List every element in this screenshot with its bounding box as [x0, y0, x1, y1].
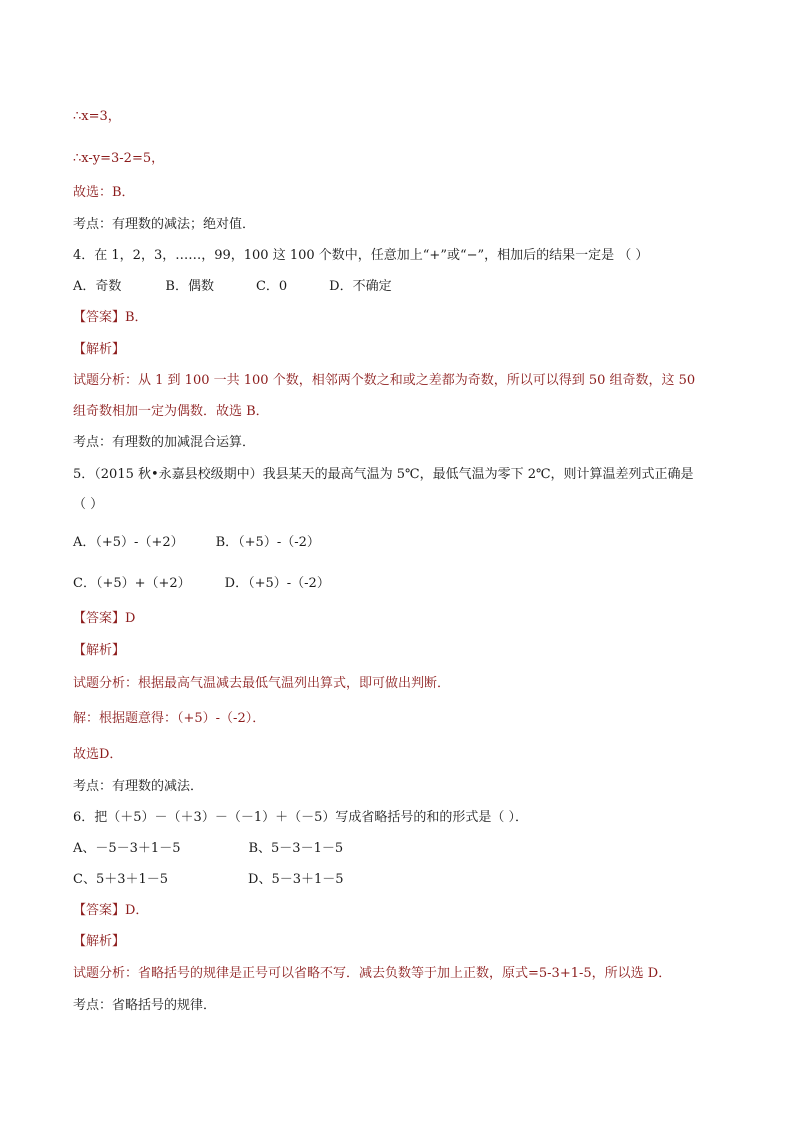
prev-selection: 故选：B． [73, 185, 135, 200]
q4-options [73, 278, 392, 296]
q5-option-d: D．（+5）-（-2） [224, 576, 330, 591]
q6-knowledge-point: 考点：省略括号的规律． [73, 998, 217, 1013]
q5-analysis: 试题分析：根据最高气温减去最低气温列出算式，即可做出判断． [73, 676, 451, 691]
q5-option-a: A．（+5）-（+2） [73, 535, 184, 550]
q4-option-c: C．0 [255, 279, 288, 294]
q5-knowledge-point: 考点：有理数的减法． [73, 779, 204, 794]
q4-option-b: B．偶数 [165, 279, 214, 294]
q6-options-row-1 [73, 840, 343, 858]
q6-answer: 【答案】D． [73, 903, 149, 918]
q4-analysis-line-2: 组奇数相加一定为偶数．故选 B． [73, 404, 269, 419]
q5-stem-line-2: （ ） [73, 497, 104, 512]
q4-stem: 4．在 1，2，3，……，99，100 这 100 个数中，任意加上“+”或“−”，相加后的结果一定是 （ ） [73, 248, 649, 263]
q6-analysis-label: 【解析】 [73, 934, 126, 949]
q5-analysis-label: 【解析】 [73, 643, 126, 658]
q4-option-a: A．奇数 [73, 279, 122, 294]
q4-knowledge-point: 考点：有理数的加减混合运算． [73, 435, 256, 450]
q5-options-row-2 [73, 575, 330, 593]
q5-solution: 解：根据题意得：（+5）-（-2）． [73, 711, 266, 726]
q5-option-b: B．（+5）-（-2） [215, 535, 320, 550]
q6-option-b: B、5－3－1－5 [248, 841, 344, 856]
prev-step-2: ∴x-y=3-2=5， [73, 151, 165, 166]
q5-selection: 故选D． [73, 747, 123, 762]
q6-option-d: D、5－3＋1－5 [248, 872, 344, 887]
prev-knowledge-point: 考点：有理数的减法；绝对值． [73, 217, 256, 232]
q6-option-a: A、－5－3＋1－5 [73, 841, 181, 856]
q6-options-row-2 [73, 871, 344, 889]
prev-step-1: ∴x=3， [73, 109, 121, 124]
q4-option-d: D．不确定 [329, 279, 392, 294]
q5-stem-line-1: 5．（2015 秋•永嘉县校级期中）我县某天的最高气温为 5℃，最低气温为零下 2℃，则计算温差列式正确是 [73, 467, 694, 482]
q4-analysis-label: 【解析】 [73, 342, 126, 357]
q5-answer: 【答案】D [73, 611, 136, 626]
q6-option-c: C、5＋3＋1－5 [73, 872, 169, 887]
q5-option-c: C．（+5）+（+2） [73, 576, 191, 591]
q6-analysis: 试题分析：省略括号的规律是正号可以省略不写．减去负数等于加上正数，原式=5-3+1-5，所以选 D． [73, 966, 672, 981]
q6-stem: 6．把（＋5）－（＋3）－（－1）＋（－5）写成省略括号的和的形式是（ ）． [73, 810, 528, 825]
q4-answer: 【答案】B． [73, 310, 148, 325]
q5-options-row-1 [73, 534, 320, 552]
q4-analysis-line-1: 试题分析：从 1 到 100 一共 100 个数，相邻两个数之和或之差都为奇数，所以可以得到 50 组奇数，这 50 [73, 373, 696, 388]
